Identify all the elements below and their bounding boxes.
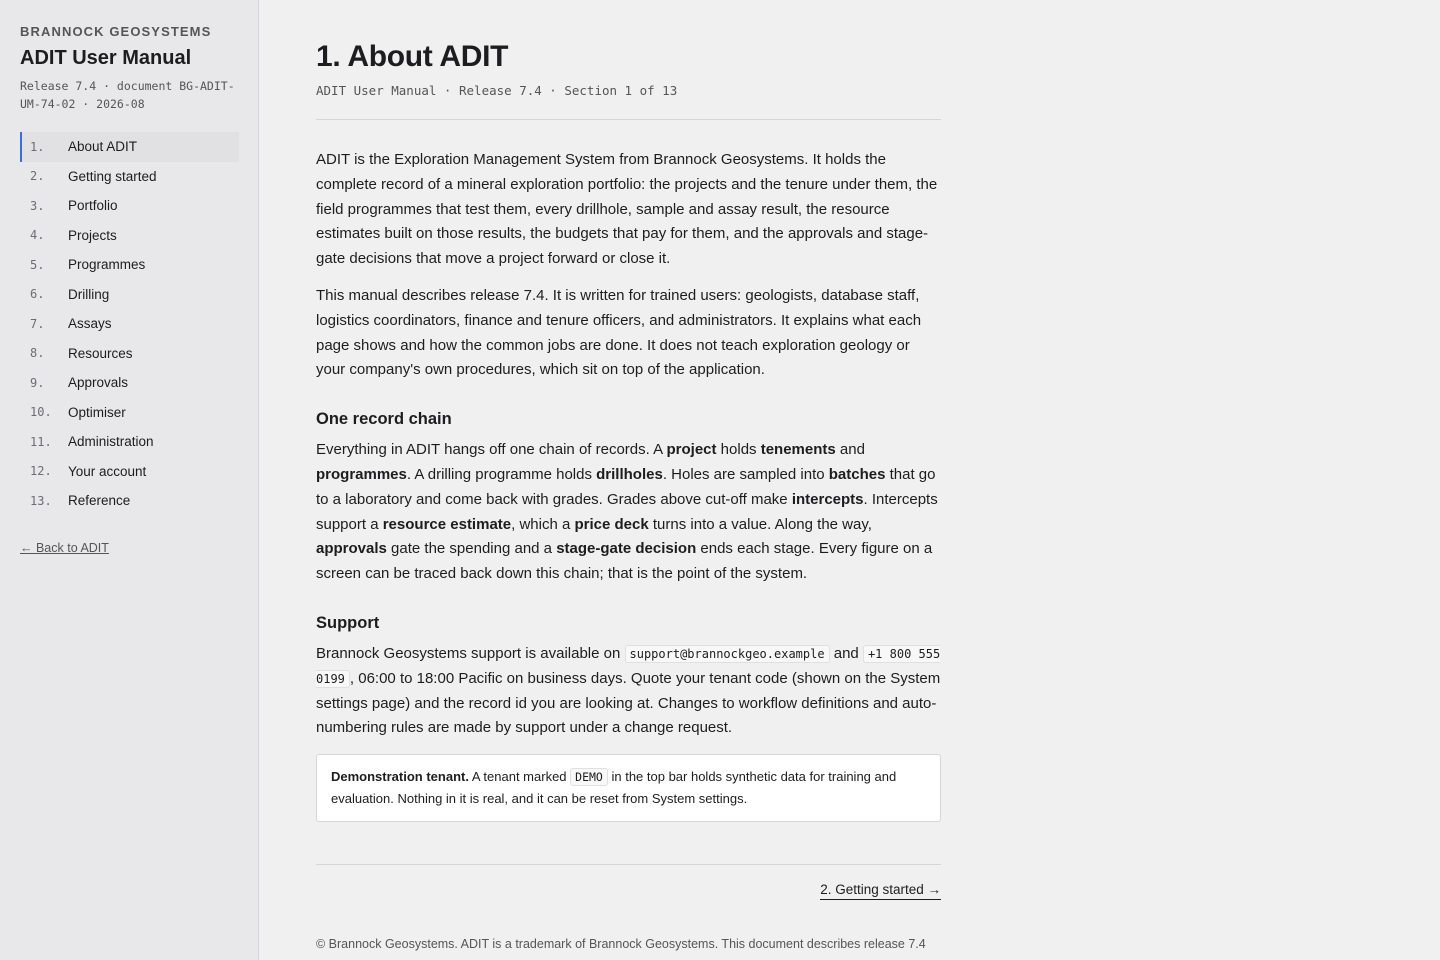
support-phone: +1 800 555 0199 <box>316 646 941 686</box>
brand-name: BRANNOCK GEOSYSTEMS <box>20 24 212 39</box>
sidebar-item-label: Programmes <box>68 257 146 273</box>
sidebar-item-number: 3. <box>30 198 45 213</box>
sidebar-item-number: 4. <box>30 228 45 243</box>
term: intercepts <box>791 490 864 508</box>
sidebar-item-label: Your account <box>68 463 147 479</box>
sidebar-item-label: About ADIT <box>68 139 138 155</box>
sidebar-item-label: Portfolio <box>68 198 118 214</box>
sidebar-item-label: Getting started <box>68 168 157 184</box>
sidebar-item-label: Assays <box>68 316 112 332</box>
manual-title: ADIT User Manual <box>20 47 192 69</box>
term: batches <box>828 465 886 483</box>
sidebar-item-number: 11. <box>30 434 52 449</box>
sidebar-item-optimiser[interactable] <box>20 398 239 428</box>
sidebar-item-number: 2. <box>30 169 45 184</box>
sidebar-item-number: 7. <box>30 316 45 331</box>
sidebar-item-label: Approvals <box>68 375 129 391</box>
sidebar-item-assays[interactable] <box>20 309 239 339</box>
intro-paragraph: This manual describes release 7.4. It is written for trained users: geologists, database staff, logistics coordinators, finance and tenure officers, and administrators. It explains what each page shows and how the common jobs are done. It does not teach exploration geology or your company's own procedures, which sit on top of the application. <box>316 286 922 379</box>
record-chain-paragraph: Everything in ADIT hangs off one chain of records. A project holds tenements and programmes. A drilling programme holds drillholes. Holes are sampled into batches that go to a laboratory and come back with grades. Grades above cut-off make intercepts. Intercepts support a resource estimate, which a price deck turns into a value. Along the way, approvals gate the spending and a stage-gate decision ends each stage. Every figure on a screen can be traced back down this chain; that is the point of the system. <box>316 441 938 583</box>
sidebar-item-programmes[interactable] <box>20 250 239 280</box>
section-heading: One record chain <box>316 410 452 429</box>
sidebar-item-your-account[interactable] <box>20 457 239 487</box>
sidebar-item-portfolio[interactable] <box>20 191 239 221</box>
sidebar-item-number: 5. <box>30 257 45 272</box>
demo-tenant-callout: Demonstration tenant. A tenant marked DEMO in the top bar holds synthetic data for training and evaluation. Nothing in it is real, and it can be reset from System settings. <box>316 754 941 822</box>
section-nav <box>20 132 239 516</box>
sidebar-item-number: 10. <box>30 405 52 420</box>
term: project <box>666 441 717 459</box>
sidebar-item-label: Optimiser <box>68 404 126 420</box>
term: tenements <box>760 441 836 459</box>
sidebar-item-label: Projects <box>68 227 117 243</box>
demo-badge-code: DEMO <box>570 768 608 786</box>
footer-text: © Brannock Geosystems. ADIT is a trademark of Brannock Geosystems. This document describes release 7.4 <box>316 937 926 951</box>
term: approvals <box>316 540 387 558</box>
page-meta: ADIT User Manual · Release 7.4 · Section 1 of 13 <box>316 83 678 98</box>
back-to-adit-link[interactable]: ← Back to ADIT <box>20 541 109 555</box>
page-title: 1. About ADIT <box>316 40 509 73</box>
term: programmes <box>316 465 407 483</box>
sidebar-item-number: 6. <box>30 287 45 302</box>
sidebar-item-administration[interactable] <box>20 427 239 457</box>
sidebar-item-number: 13. <box>30 493 52 508</box>
sidebar-item-getting-started[interactable] <box>20 162 239 192</box>
sidebar-item-label: Reference <box>68 493 131 509</box>
sidebar-item-number: 8. <box>30 346 45 361</box>
divider <box>316 864 941 865</box>
term: price deck <box>574 515 649 533</box>
term: drillholes <box>596 465 663 483</box>
sidebar-item-label: Drilling <box>68 286 110 302</box>
divider <box>316 119 941 120</box>
sidebar-item-label: Resources <box>68 345 133 361</box>
article-body <box>316 148 941 822</box>
sidebar-item-projects[interactable] <box>20 221 239 251</box>
support-paragraph: Brannock Geosystems support is available on support@brannockgeo.example and +1 800 555 0199 , 06:00 to 18:00 Pacific on business days. Quote your tenant code (shown on the System settings page) and the record id you are looking at. Changes to workflow definitions and auto-numbering rules are made by support under a change request. <box>316 644 941 737</box>
support-email: support@brannockgeo.example <box>625 645 830 663</box>
section-heading: Support <box>316 613 380 632</box>
sidebar-item-drilling[interactable] <box>20 280 239 310</box>
sidebar-item-number: 9. <box>30 375 45 390</box>
sidebar-item-number: 1. <box>30 139 45 154</box>
sidebar-item-reference[interactable] <box>20 486 239 516</box>
next-section-link[interactable]: 2. Getting started → <box>820 882 941 900</box>
sidebar-item-number: 12. <box>30 464 52 479</box>
sidebar-item-label: Administration <box>68 434 154 450</box>
term: resource estimate <box>382 515 512 533</box>
sidebar <box>0 0 259 960</box>
intro-paragraph: ADIT is the Exploration Management System from Brannock Geosystems. It holds the complete record of a mineral exploration portfolio: the projects and the tenure under them, the field programmes that test them, every drillhole, sample and assay result, the resource estimates built on those results, the budgets that pay for them, and the approvals and stage-gate decisions that move a project forward or close it. <box>316 151 938 268</box>
sidebar-item-approvals[interactable] <box>20 368 239 398</box>
sidebar-item-resources[interactable] <box>20 339 239 369</box>
sidebar-item-about-adit[interactable] <box>20 132 239 162</box>
release-info: Release 7.4 · document BG-ADIT-UM-74-02 · 2026-08 <box>20 79 235 111</box>
term: stage-gate decision <box>556 540 697 558</box>
